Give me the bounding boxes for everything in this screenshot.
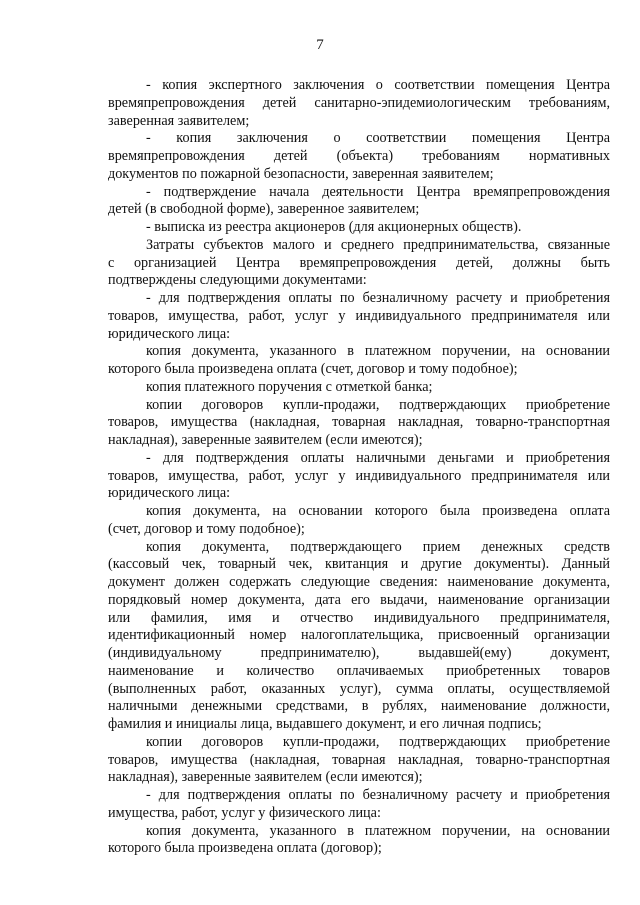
text-line: с организацией Центра времяпрепровождения детей, должны быть bbox=[108, 254, 610, 271]
paragraph bbox=[108, 539, 610, 734]
text-line: имущества, работ, услуг у физического лица: bbox=[108, 804, 381, 821]
text-line: порядковый номер документа, дата его выдачи, наименование организации bbox=[108, 591, 610, 608]
paragraph bbox=[108, 343, 610, 379]
text-line: которого была произведена оплата (счет, договор и тому подобное); bbox=[108, 361, 518, 377]
text-line: (кассовый чек, товарный чек, квитанция и другие документы). Данный bbox=[108, 556, 610, 573]
text-line: наименование и количество оплачиваемых приобретенных товаров bbox=[108, 662, 610, 679]
text-line: или фамилия, имя и отчество индивидуального предпринимателя, bbox=[108, 609, 610, 626]
text-line: юридического лица: bbox=[108, 485, 231, 502]
text-line: накладная), заверенные заявителем (если имеются); bbox=[108, 432, 423, 448]
text-line: документов по пожарной безопасности, заверенная заявителем; bbox=[108, 165, 494, 182]
text-line: копия документа, подтверждающего прием денежных средств bbox=[146, 538, 610, 555]
text-line: подтверждены следующими документами: bbox=[108, 272, 367, 289]
paragraph bbox=[108, 503, 610, 539]
text-line: - подтверждение начала деятельности Центра времяпрепровождения bbox=[146, 183, 610, 200]
text-line: которого была произведена оплата (договор); bbox=[108, 840, 382, 857]
page-number: 7 bbox=[316, 37, 324, 53]
paragraph bbox=[108, 823, 610, 859]
body-text bbox=[108, 77, 610, 858]
text-line: - копия заключения о соответствии помещения Центра bbox=[146, 130, 610, 147]
text-line: (индивидуальному предпринимателю), выдавшей(ему) документ, bbox=[108, 645, 610, 661]
paragraph bbox=[108, 379, 610, 397]
text-line: фамилия и инициалы лица, выдавшего документ, и его личная подпись; bbox=[108, 716, 542, 732]
text-line: юридического лица: bbox=[108, 325, 231, 342]
text-line: копия документа, указанного в платежном поручении, на основании bbox=[146, 822, 610, 839]
paragraph bbox=[108, 237, 610, 290]
text-line: - копия экспертного заключения о соответствии помещения Центра bbox=[146, 77, 610, 93]
text-line: - для подтверждения оплаты по безналичному расчету и приобретения bbox=[146, 787, 610, 803]
text-line: времяпрепровождения детей (объекта) требованиям нормативных bbox=[108, 148, 610, 164]
paragraph bbox=[108, 787, 610, 823]
paragraph bbox=[108, 219, 610, 237]
text-line: детей (в свободной форме), заверенное заявителем; bbox=[108, 201, 420, 218]
text-line: времяпрепровождения детей санитарно-эпидемиологическим требованиям, bbox=[108, 94, 610, 111]
text-line: товаров, имущества, работ, услуг у индивидуального предпринимателя или bbox=[108, 467, 610, 484]
paragraph bbox=[108, 397, 610, 450]
text-line: - выписка из реестра акционеров (для акционерных обществ). bbox=[146, 219, 522, 235]
text-line: документ должен содержать следующие сведения: наименование документа, bbox=[108, 574, 610, 590]
text-line: наличными денежными средствами, в рублях, наименование должности, bbox=[108, 698, 610, 715]
text-line: копии договоров купли-продажи, подтверждающих приобретение bbox=[146, 733, 610, 750]
text-line: накладная), заверенные заявителем (если имеются); bbox=[108, 769, 423, 786]
paragraph bbox=[108, 734, 610, 787]
text-line: (выполненных работ, оказанных услуг), сумма оплаты, осуществляемой bbox=[108, 680, 610, 697]
text-line: копия платежного поручения с отметкой банка; bbox=[146, 378, 433, 395]
paragraph bbox=[108, 290, 610, 343]
text-line: копия документа, указанного в платежном поручении, на основании bbox=[146, 343, 610, 360]
paragraph bbox=[108, 184, 610, 220]
text-line: Затраты субъектов малого и среднего предпринимательства, связанные bbox=[146, 236, 610, 253]
text-line: заверенная заявителем; bbox=[108, 112, 250, 129]
text-line: (счет, договор и тому подобное); bbox=[108, 520, 305, 537]
paragraph bbox=[108, 130, 610, 183]
text-line: - для подтверждения оплаты наличными деньгами и приобретения bbox=[146, 449, 610, 466]
paragraph bbox=[108, 77, 610, 130]
text-line: - для подтверждения оплаты по безналичному расчету и приобретения bbox=[146, 290, 610, 306]
paragraph bbox=[108, 450, 610, 503]
text-line: копии договоров купли-продажи, подтверждающих приобретение bbox=[146, 396, 610, 413]
text-line: товаров, имущества, работ, услуг у индивидуального предпринимателя или bbox=[108, 307, 610, 324]
text-line: товаров, имущества (накладная, товарная накладная, товарно-транспортная bbox=[108, 414, 610, 431]
text-line: идентификационный номер налогоплательщика, присвоенный организации bbox=[108, 627, 610, 644]
text-line: копия документа, на основании которого была произведена оплата bbox=[146, 503, 610, 519]
text-line: товаров, имущества (накладная, товарная накладная, товарно-транспортная bbox=[108, 751, 610, 768]
